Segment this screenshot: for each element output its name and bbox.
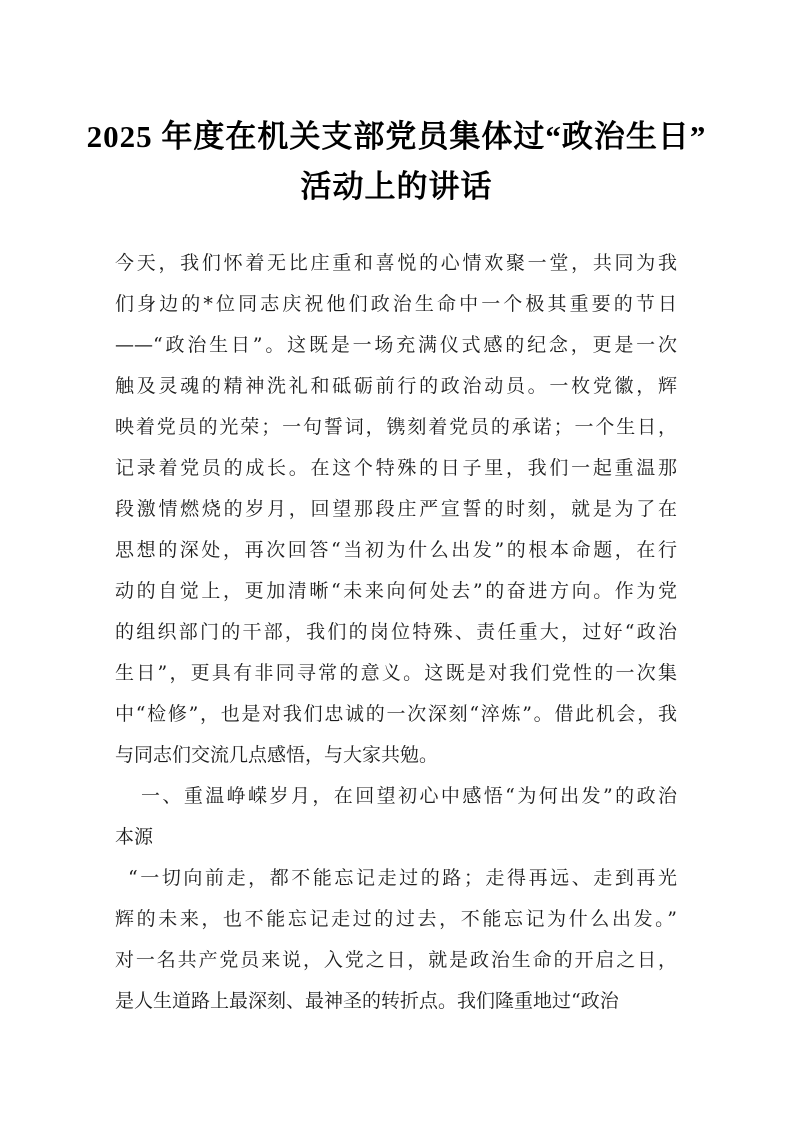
text-line: 今天，我们怀着无比庄重和喜悦的心情欢聚一堂，共同为我 bbox=[115, 252, 677, 274]
text-line: 思想的深处，再次回答“当初为什么出发”的根本命题，在行 bbox=[115, 539, 677, 561]
text-line: 生日”，更具有非同寻常的意义。这既是对我们党性的一次集 bbox=[115, 662, 677, 684]
document-body bbox=[0, 243, 793, 1022]
text-line: 们身边的*位同志庆祝他们政治生命中一个极其重要的节日 bbox=[115, 293, 677, 315]
text-line: ——“政治生日”。这既是一场充满仪式感的纪念，更是一次 bbox=[115, 334, 677, 356]
text-line: 对一名共产党员来说，入党之日，就是政治生命的开启之日， bbox=[115, 949, 677, 971]
text-line: 与同志们交流几点感悟，与大家共勉。 bbox=[115, 744, 439, 766]
text-line: 记录着党员的成长。在这个特殊的日子里，我们一起重温那 bbox=[115, 457, 677, 479]
text-line: 映着党员的光荣；一句誓词，镌刻着党员的承诺；一个生日， bbox=[115, 416, 677, 438]
text-line: 是人生道路上最深刻、最神圣的转折点。我们隆重地过“政治 bbox=[115, 990, 619, 1012]
text-line: 中“检修”，也是对我们忠诚的一次深刻“淬炼”。借此机会，我 bbox=[115, 703, 677, 725]
paragraph-quote bbox=[115, 858, 677, 1022]
text-line: “一切向前走，都不能忘记走过的路；走得再远、走到再光 bbox=[128, 867, 677, 889]
heading-line: 本源 bbox=[115, 826, 154, 848]
heading-line: 一、重温峥嵘岁月，在回望初心中感悟“为何出发”的政治 bbox=[141, 785, 677, 807]
paragraph-intro bbox=[115, 243, 677, 776]
title-line-2: 活动上的讲话 bbox=[300, 169, 493, 204]
text-line: 的组织部门的干部，我们的岗位特殊、责任重大，过好“政治 bbox=[115, 621, 677, 643]
section-heading-1 bbox=[115, 776, 677, 858]
text-line: 动的自觉上，更加清晰“未来向何处去”的奋进方向。作为党 bbox=[115, 580, 677, 602]
text-line: 段激情燃烧的岁月，回望那段庄严宣誓的时刻，就是为了在 bbox=[115, 498, 677, 520]
text-line: 触及灵魂的精神洗礼和砥砺前行的政治动员。一枚党徽，辉 bbox=[115, 375, 677, 397]
text-line: 辉的未来，也不能忘记走过的过去，不能忘记为什么出发。” bbox=[115, 908, 677, 930]
document-title bbox=[0, 0, 793, 212]
title-line-1: 2025 年度在机关支部党员集体过“政治生日” bbox=[86, 119, 707, 154]
